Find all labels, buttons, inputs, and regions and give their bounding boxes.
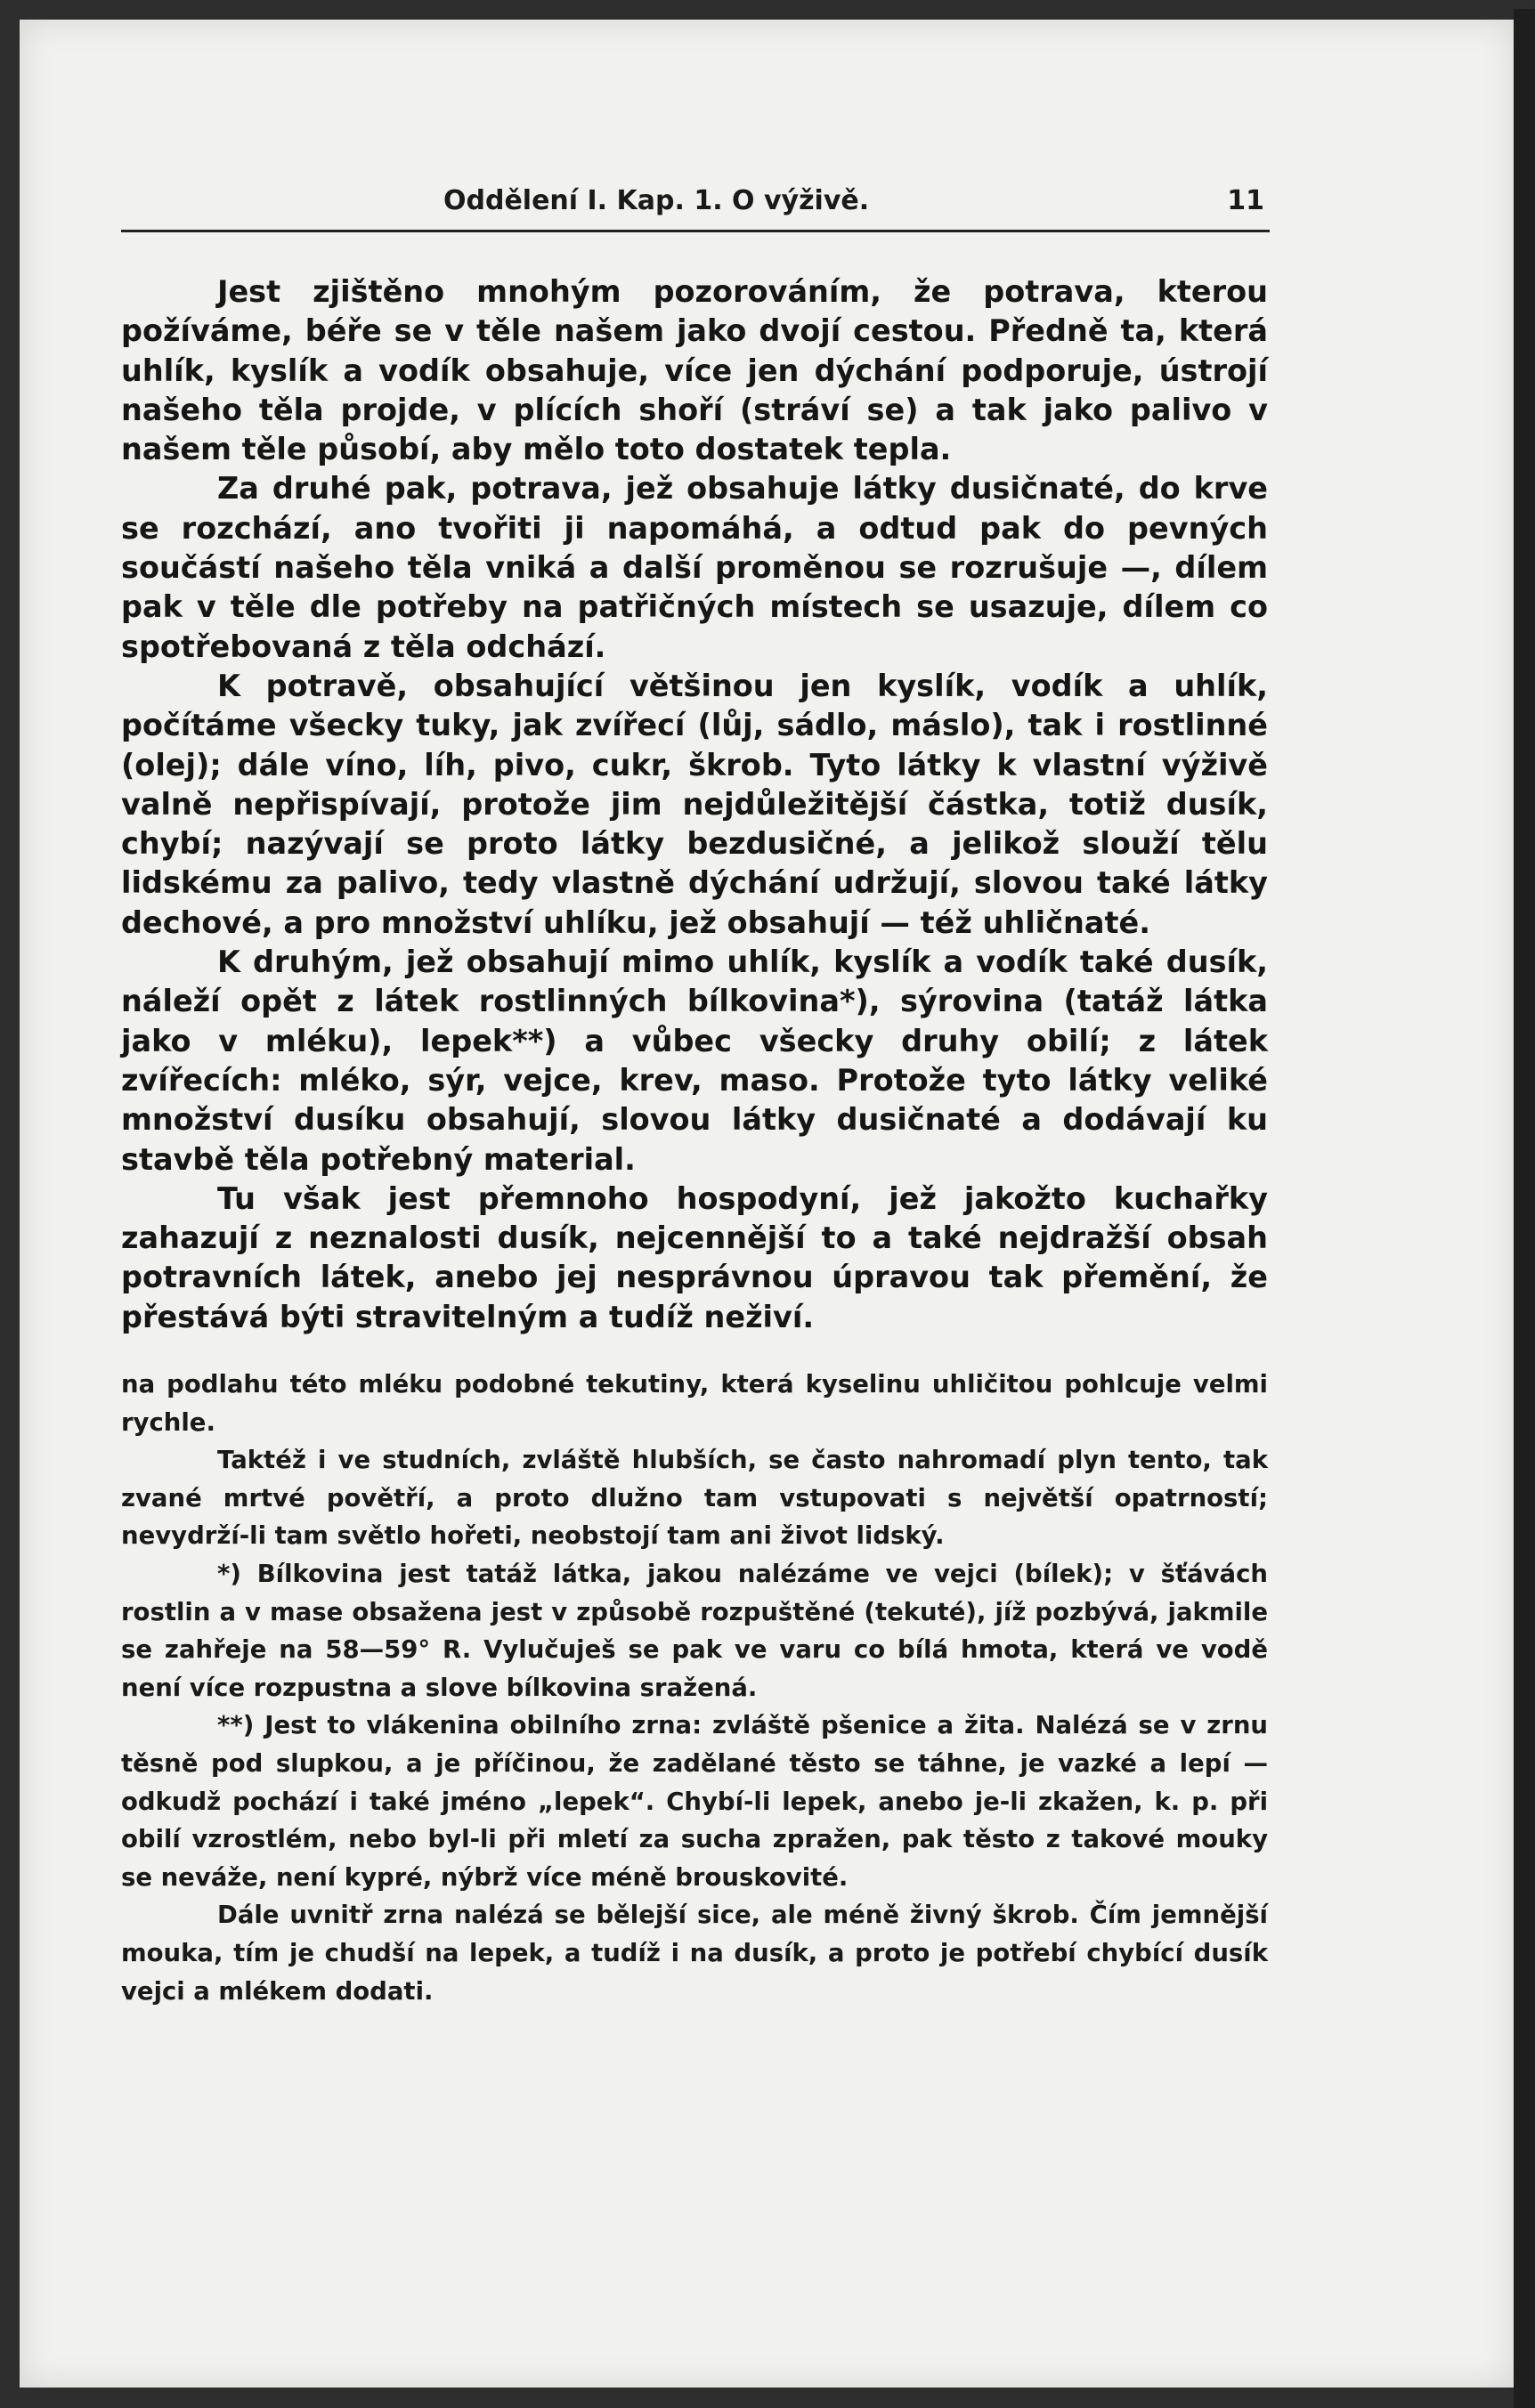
page-number: 11 — [1227, 185, 1264, 216]
running-title: Oddělení I. Kap. 1. O výživě. — [443, 185, 870, 216]
footnote-continued-paragraph: Taktéž i ve studních, zvláště hlubších, se často nahromadí plyn tento, tak zvané mrtvé povětří, a proto dlužno tam vstupovati s největší opatrností; nevydrží-li tam světlo hořeti, neobstojí tam ani život lidský. — [121, 1446, 1268, 1551]
paragraph: Tu však jest přemnoho hospodyní, jež jakožto kuchařky zahazují z neznalosti dusík, nejcennější to a také nejdražší obsah potravních látek, anebo jej nesprávnou úpravou tak přemění, že přestává býti stravitelným a tudíž neživí. — [121, 1180, 1268, 1334]
footnote-continued: na podlahu této mléku podobné tekutiny, která kyselinu uhličitou pohlcuje velmi rychle. — [121, 1370, 1268, 1437]
main-text — [121, 272, 1268, 1337]
footnote-1: *) Bílkovina jest tatáž látka, jakou nalézáme ve vejci (bílek); v šťávách rostlin a v mase obsažena jest v způsobě rozpuštěné (tekuté), jíž pozbývá, jakmile se zahřeje na 58—59° R. Vylučuješ se pak ve varu co bílá hmota, která ve vodě není více rozpustna a slove bílkovina sražená. — [121, 1559, 1268, 1702]
paragraph: Za druhé pak, potrava, jež obsahuje látky dusičnaté, do krve se rozchází, ano tvořiti ji napomáhá, a odtud pak do pevných součástí našeho těla vniká a další proměnou se rozrušuje —, dílem pak v těle dle potřeby na patřičných místech se usazuje, dílem co spotřebovaná z těla odchází. — [121, 471, 1268, 664]
page-edge-shadow — [1514, 9, 1535, 2408]
paragraph: K potravě, obsahující většinou jen kyslík, vodík a uhlík, počítáme všecky tuky, jak zvířecí (lůj, sádlo, máslo), tak i rostlinné (olej); dále víno, líh, pivo, cukr, škrob. Tyto látky k vlastní výživě valně nepřispívají, protože jim nejdůležitější částka, totiž dusík, chybí; nazývají se proto látky bezdusičné, a jelikož slouží tělu lidskému za palivo, tedy vlastně dýchání udržují, slovou také látky dechové, a pro množství uhlíku, jež obsahují — též uhličnaté. — [121, 668, 1268, 940]
footnote-2-continued: Dále uvnitř zrna nalézá se bělejší sice, ale méně živný škrob. Čím jemnější mouka, tím je chudší na lepek, a tudíž i na dusík, a proto je potřebí chybící dusík vejci a mlékem dodati. — [121, 1901, 1268, 2006]
footnotes — [121, 1366, 1268, 2010]
paragraph: Jest zjištěno mnohým pozorováním, že potrava, kterou požíváme, béře se v těle našem jako dvojí cestou. Předně ta, která uhlík, kyslík a vodík obsahuje, více jen dýchání podporuje, ústrojí našeho těla projde, v plících shoří (stráví se) a tak jako palivo v našem těle působí, aby mělo toto dostatek tepla. — [121, 274, 1268, 467]
running-header — [123, 185, 1264, 228]
header-rule — [121, 230, 1270, 232]
paragraph: K druhým, jež obsahují mimo uhlík, kyslík a vodík také dusík, náleží opět z látek rostlinných bílkovina*), sýrovina (tatáž látka jako v mléku), lepek**) a vůbec všecky druhy obilí; z látek zvířecích: mléko, sýr, vejce, krev, maso. Protože tyto látky veliké množství dusíku obsahují, slovou látky dusičnaté a dodávají ku stavbě těla potřebný material. — [121, 945, 1268, 1177]
footnote-2: **) Jest to vlákenina obilního zrna: zvláště pšenice a žita. Nalézá se v zrnu těsně pod slupkou, a je příčinou, že zadělané těsto se táhne, je vazké a lepí — odkudž pochází i také jméno „lepek“. Chybí-li lepek, anebo je-li zkažen, k. p. při obilí vzrostlém, nebo byl-li při mletí za sucha zpražen, pak těsto z takové mouky se neváže, není kypré, nýbrž více méně brouskovité. — [121, 1711, 1268, 1892]
